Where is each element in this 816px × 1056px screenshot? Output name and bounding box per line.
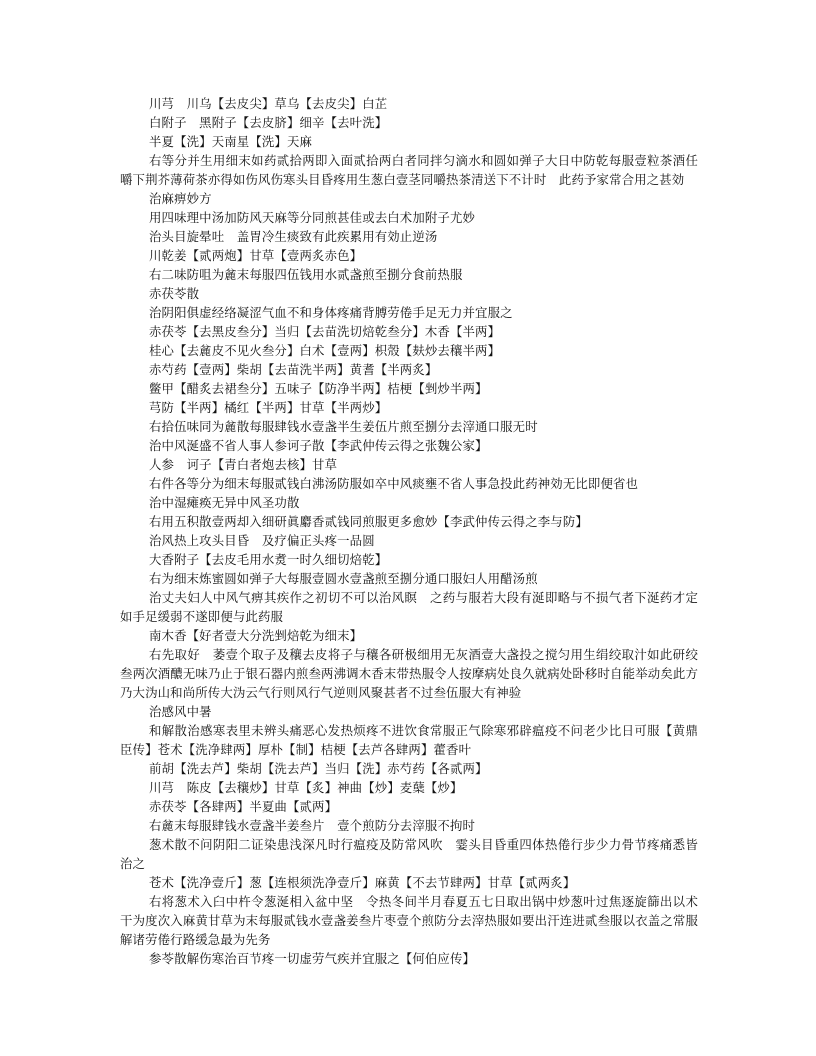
- text-line: 右麄末每服肆钱水壹盏半姜叁片 壹个煎防分去滓服不拘时: [149, 818, 476, 833]
- text-line: 治风热上攻头目昏 及疗偏正头疼一品圆: [149, 533, 375, 548]
- text-line: 治中湿瘫痪无异中风圣功散: [149, 495, 300, 510]
- text-line: 赤茯苓【去黑皮叁分】当归【去苗洗切焙乾叁分】木香【半两】: [149, 324, 501, 339]
- text-line: 参苓散解伤寒治百节疼一切虚劳气疾并宜服之【何伯应传】: [149, 951, 476, 966]
- text-line: 苍术【洗净壹斤】葱【连根须洗净壹斤】麻黄【不去节肆两】甘草【贰两炙】: [149, 875, 576, 890]
- text-line: 治中风涎盛不省人事人参诃子散【李武仲传云得之张魏公家】: [149, 438, 488, 453]
- text-line: 右二味防咀为麄末每服四伍钱用水贰盏煎至捌分食前热服: [149, 267, 463, 282]
- text-line: 治感风中暑: [149, 704, 212, 719]
- text-line: 白附子 黑附子【去皮脐】细辛【去叶洗】: [149, 115, 388, 130]
- text-paragraph: 右等分并生用细末如药贰拾两即入面贰拾两白者同拌匀滴水和圆如弹子大日中防乾每服壹粒茶酒任嚼下荆芥薄荷茶亦得如伤风伤寒头目昏疼用生葱白壹茎同嚼热茶清送下不计时 此药予家常合用之甚効: [120, 153, 698, 187]
- text-line: 右用五积散壹两却入细研眞麝香贰钱同煎服更多愈妙【李武仲传云得之李与防】: [149, 514, 588, 529]
- text-line: 川芎 陈皮【去穰炒】甘草【炙】神曲【炒】麦蘖【炒】: [149, 780, 463, 795]
- text-line: 南木香【好者壹大分洗剉焙乾为细末】: [149, 628, 363, 643]
- text-line: 芎防【半两】橘红【半两】甘草【半两炒】: [149, 400, 388, 415]
- text-line: 大香附子【去皮毛用水煑一时久细切焙乾】: [149, 552, 388, 567]
- text-line: 前胡【洗去芦】柴胡【洗去芦】当归【洗】赤芍药【各贰两】: [149, 761, 488, 776]
- text-line: 鳖甲【醋炙去裙叁分】五味子【防净半两】桔梗【剉炒半两】: [149, 381, 488, 396]
- text-line: 治阴阳俱虚经络凝涩气血不和身体疼痛背膊劳倦手足无力并宜服之: [149, 305, 513, 320]
- text-line: 川芎 川乌【去皮尖】草乌【去皮尖】白芷: [149, 96, 388, 111]
- text-line: 治麻痹妙方: [149, 191, 212, 206]
- text-line: 治头目旋晕吐 盖胃冷生痰致有此疾累用有効止逆汤: [149, 229, 438, 244]
- text-paragraph: 右先取好 萎壹个取子及穰去皮将子与穰各研极细用无灰酒壹大盏投之搅匀用生绢绞取汁如此研绞叁两次酒醲无味乃止于银石器内煎叁两沸调木香末带热服令人按摩病处良久就病处卧移时自能举动矣此方乃大沩山和尚所传大沩云气行则风行气逆则风聚甚者不过叁伍服大有神验: [120, 647, 698, 700]
- text-line: 右为细末炼蜜圆如弹子大每服壹圆水壹盏煎至捌分通口服妇人用醋汤煎: [149, 571, 538, 586]
- text-paragraph: 和解散治感寒表里未辨头痛恶心发热烦疼不进饮食常服正气除寒邪辟瘟疫不问老少比日可服【黄鼎臣传】苍术【洗净肆两】厚朴【制】桔梗【去芦各肆两】藿香叶: [120, 723, 698, 757]
- text-line: 右件各等分为细末每服贰钱白沸汤防服如卒中风痰壅不省人事急投此药神効无比即便省也: [149, 476, 639, 491]
- text-line: 半夏【洗】天南星【洗】天麻: [149, 134, 313, 149]
- text-paragraph: 治丈夫妇人中风气痹其疾作之初切不可以治风瞑 之药与服若大段有涎即略与不损气者下涎药才定如手足缓弱不遂即便与此药服: [120, 590, 698, 624]
- document-body: [120, 94, 698, 968]
- text-line: 赤茯苓【各肆两】半夏曲【贰两】: [149, 799, 338, 814]
- text-line: 川乾姜【贰两炮】甘草【壹两炙赤色】: [149, 248, 363, 263]
- text-paragraph: 葱术散不问阴阳二证染患浅深凡时行瘟疫及防常风吹 霎头目昏重四体热倦行步少力骨节疼痛悉皆治之: [120, 837, 698, 871]
- text-line: 用四味理中汤加防风天麻等分同煎甚佳或去白术加附子尤妙: [149, 210, 476, 225]
- text-line: 人参 诃子【青白者炮去核】甘草: [149, 457, 338, 472]
- text-paragraph: 右将葱术入臼中杵令葱涎相入盆中坚 令热冬间半月春夏五七日取出锅中炒葱叶过焦逐旋篩出以术干为度次入麻黄甘草为末每服贰钱水壹盏姜叁片枣壹个煎防分去滓热服如要出汗连进贰叁服以衣盖之常服解诸劳倦行路缓急最为先务: [120, 894, 698, 947]
- text-line: 赤茯苓散: [149, 286, 200, 301]
- text-line: 赤芍药【壹两】柴胡【去苗洗半两】黄耆【半两炙】: [149, 362, 438, 377]
- text-line: 桂心【去麄皮不见火叁分】白术【壹两】枳殼【麸炒去穰半两】: [149, 343, 501, 358]
- text-line: 右拾伍味同为麄散每服肆钱水壹盏半生姜伍片煎至捌分去滓通口服无时: [149, 419, 538, 434]
